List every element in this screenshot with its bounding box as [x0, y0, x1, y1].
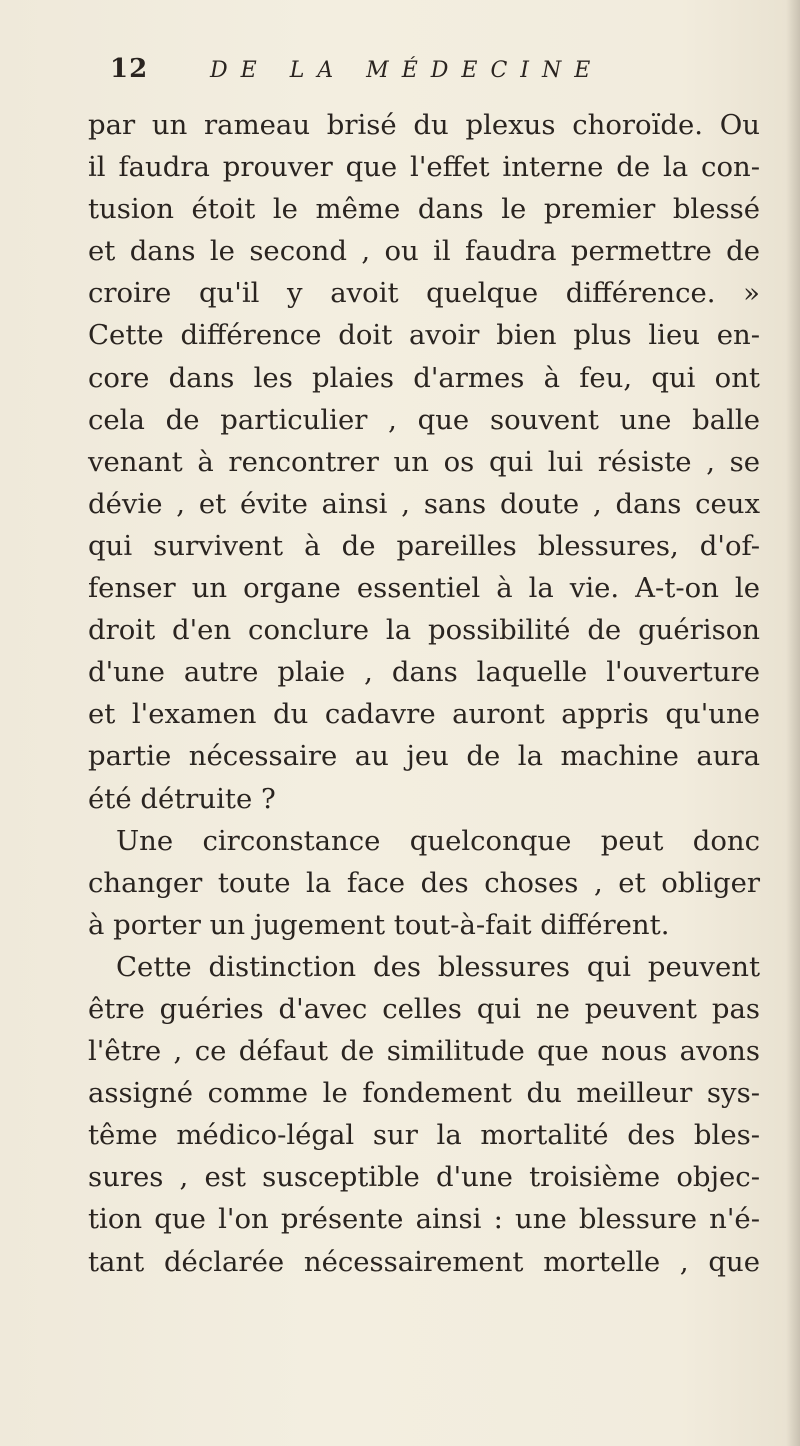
text-line: tion que l'on présente ainsi : une blessure n'é-	[88, 1203, 760, 1236]
text-line: assigné comme le fondement du meilleur sys-	[88, 1077, 760, 1110]
text-line: sures , est susceptible d'une troisième objec-	[88, 1161, 760, 1194]
text-line: tême médico-légal sur la mortalité des bles-	[88, 1119, 760, 1152]
text-line: il faudra prouver que l'effet interne de la con-	[88, 151, 760, 184]
page-number: 12	[110, 54, 149, 84]
text-line: venant à rencontrer un os qui lui résiste , se	[88, 445, 760, 478]
page-edge-shadow	[786, 0, 800, 1446]
text-line: cela de particulier , que souvent une balle	[88, 403, 760, 436]
text-line: à porter un jugement tout-à-fait différent.	[88, 908, 670, 941]
text-line: droit d'en conclure la possibilité de guérison	[88, 614, 760, 647]
text-line: croire qu'il y avoit quelque différence. »	[88, 277, 760, 310]
text-line: par un rameau brisé du plexus choroïde. Ou	[88, 109, 760, 141]
text-line: qui survivent à de pareilles blessures, d'of-	[88, 529, 760, 562]
text-line: d'une autre plaie , dans laquelle l'ouverture	[88, 656, 760, 689]
running-title: DE LA MÉDECINE	[210, 58, 604, 83]
text-line: et l'examen du cadavre auront appris qu'une	[88, 698, 760, 731]
text-line: être guéries d'avec celles qui ne peuvent pas	[88, 992, 760, 1025]
text-line: partie nécessaire au jeu de la machine aura	[88, 740, 760, 773]
text-line: été détruite ?	[88, 782, 276, 815]
text-line: et dans le second , ou il faudra permettre de	[88, 235, 760, 268]
text-line: l'être , ce défaut de similitude que nous avons	[88, 1035, 760, 1068]
text-line: core dans les plaies d'armes à feu, qui ont	[88, 361, 760, 394]
text-line: Cette distinction des blessures qui peuvent	[116, 950, 760, 983]
body-text	[88, 104, 760, 1283]
page-header	[110, 54, 670, 94]
text-line: fenser un organe essentiel à la vie. A-t-on le	[88, 572, 760, 605]
text-line: changer toute la face des choses , et obliger	[88, 866, 760, 899]
text-line: tant déclarée nécessairement mortelle , que	[88, 1245, 760, 1278]
text-line: dévie , et évite ainsi , sans doute , dans ceux	[88, 487, 760, 520]
text-line: Une circonstance quelconque peut donc	[116, 824, 760, 857]
text-line: Cette différence doit avoir bien plus lieu en-	[88, 319, 760, 352]
text-line: tusion étoit le même dans le premier blessé	[88, 193, 760, 226]
